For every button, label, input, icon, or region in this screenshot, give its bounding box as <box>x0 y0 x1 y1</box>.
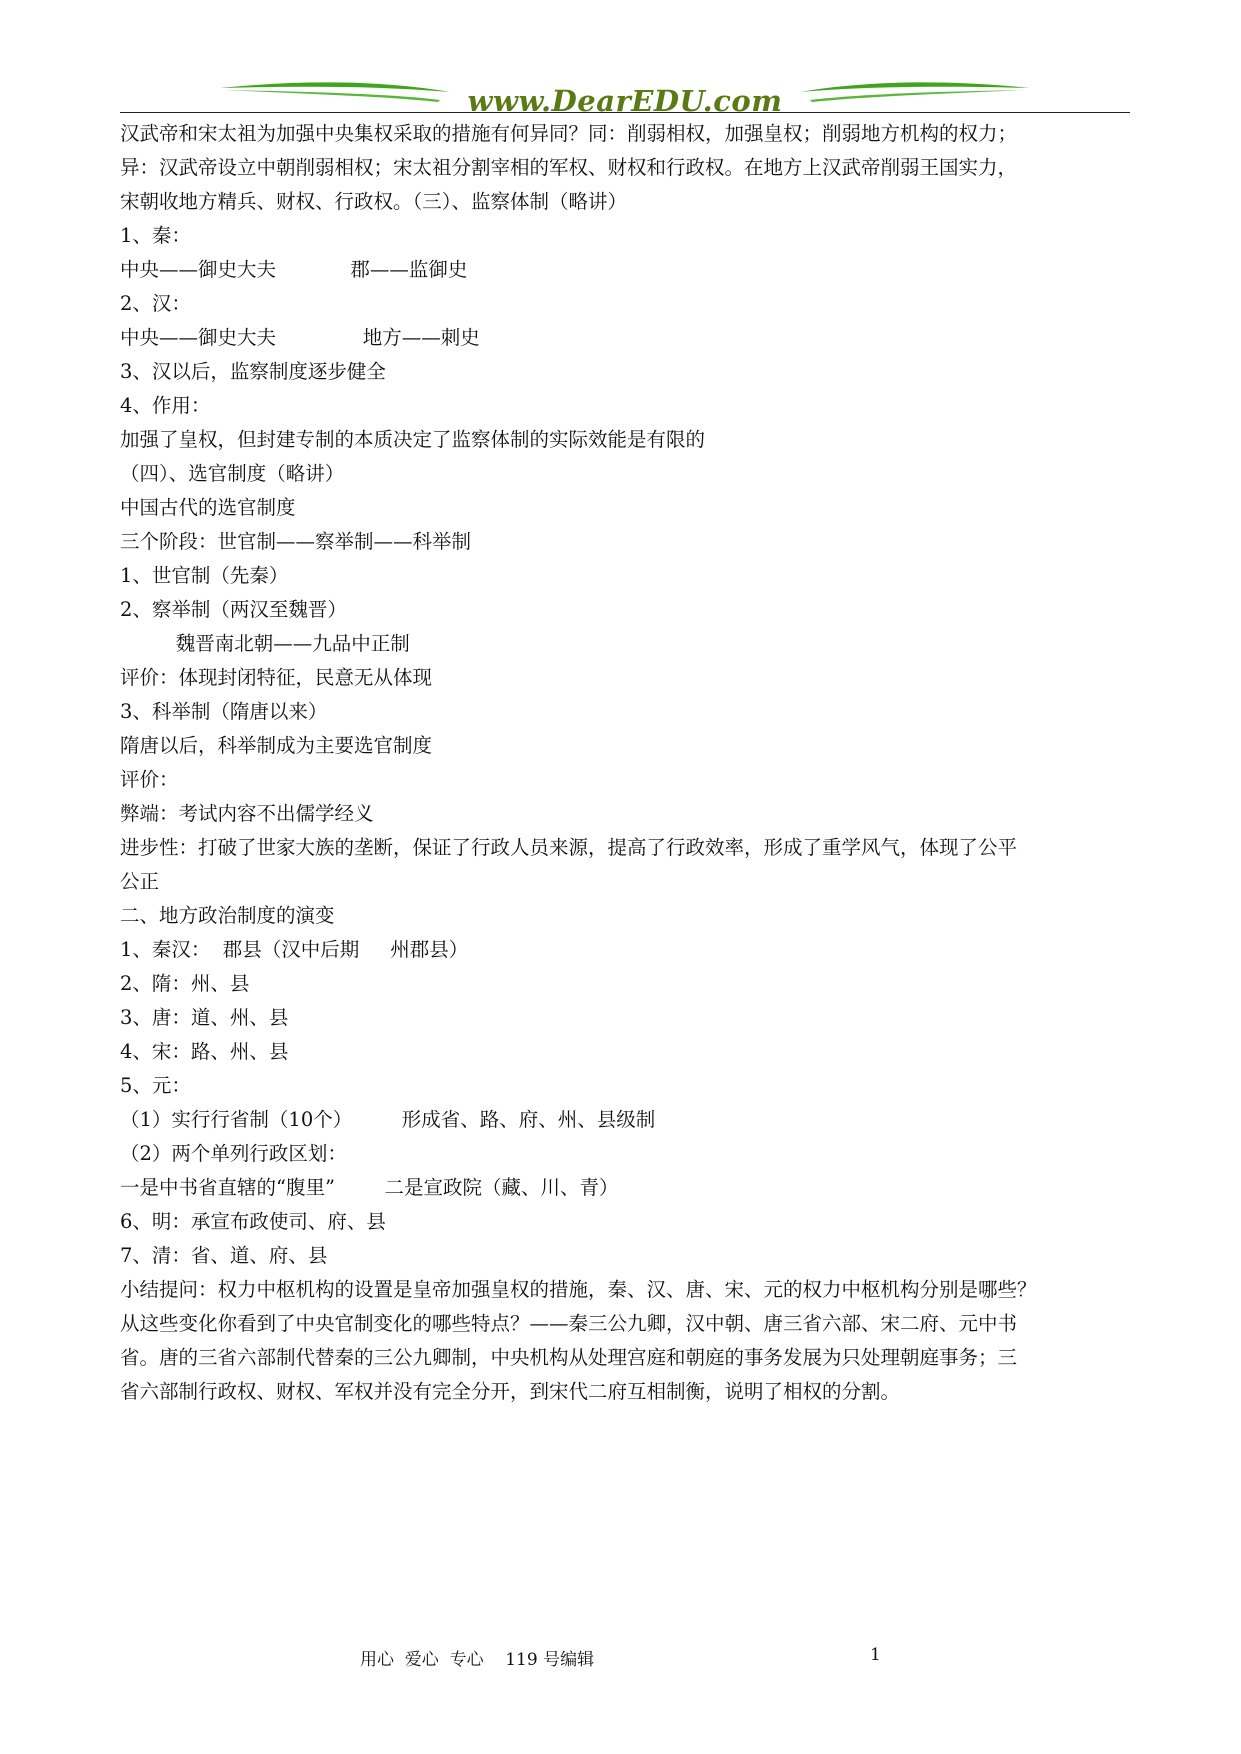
text-line: 从这些变化你看到了中央官制变化的哪些特点？——秦三公九卿，汉中朝、唐三省六部、宋二府、元中书 <box>120 1312 1018 1335</box>
text-line: 小结提问：权力中枢机构的设置是皇帝加强皇权的措施，秦、汉、唐、宋、元的权力中枢机构分别是哪些？ <box>120 1278 1037 1301</box>
text-line: （2）两个单列行政区划： <box>120 1142 347 1165</box>
text-line: 宋朝收地方精兵、财权、行政权。（三）、监察体制（略讲） <box>120 190 628 213</box>
text-line: 3、唐：道、州、县 <box>120 1006 289 1029</box>
text-line: （1）实行行省制（10个） 形成省、路、府、州、县级制 <box>120 1108 656 1131</box>
text-line: 4、作用： <box>120 394 211 417</box>
text-line: 评价： <box>120 768 179 791</box>
site-logo-text[interactable]: www.DearEDU.com <box>467 84 783 118</box>
text-line: 2、汉： <box>120 292 191 315</box>
text-line: 中央——御史大夫 郡——监御史 <box>120 258 468 281</box>
text-line: 进步性：打破了世家大族的垄断，保证了行政人员来源，提高了行政效率，形成了重学风气，体现了公平 <box>120 836 1018 859</box>
text-line: 3、汉以后，监察制度逐步健全 <box>120 360 386 383</box>
text-line: 1、世官制（先秦） <box>120 564 289 587</box>
text-line: 7、清：省、道、府、县 <box>120 1244 328 1267</box>
text-line: 评价：体现封闭特征，民意无从体现 <box>120 666 433 689</box>
header-divider <box>120 112 1130 113</box>
text-line: 2、隋：州、县 <box>120 972 250 995</box>
text-line: 汉武帝和宋太祖为加强中央集权采取的措施有何异同？同：削弱相权，加强皇权；削弱地方机构的权力； <box>120 122 1018 145</box>
text-line: 二、地方政治制度的演变 <box>120 904 335 927</box>
text-line: 魏晋南北朝——九品中正制 <box>120 632 410 655</box>
text-line: 3、科举制（隋唐以来） <box>120 700 328 723</box>
text-line: 弊端：考试内容不出儒学经义 <box>120 802 374 825</box>
text-line: 一是中书省直辖的“腹里” 二是宣政院（藏、川、青） <box>120 1176 619 1199</box>
text-line: 4、宋：路、州、县 <box>120 1040 289 1063</box>
text-line: 三个阶段：世官制——察举制——科举制 <box>120 530 472 553</box>
text-line: 中国古代的选官制度 <box>120 496 296 519</box>
page-number: 1 <box>870 1645 881 1665</box>
text-line: 省六部制行政权、财权、军权并没有完全分开，到宋代二府互相制衡，说明了相权的分割。 <box>120 1380 901 1403</box>
text-line: 异：汉武帝设立中朝削弱相权；宋太祖分割宰相的军权、财权和行政权。在地方上汉武帝削弱王国实力， <box>120 156 1018 179</box>
text-line: 1、秦汉： 郡县（汉中后期 州郡县） <box>120 938 469 961</box>
text-line: 1、秦： <box>120 224 191 247</box>
text-line: 2、察举制（两汉至魏晋） <box>120 598 347 621</box>
text-line: 6、明：承宣布政使司、府、县 <box>120 1210 386 1233</box>
text-line: 加强了皇权，但封建专制的本质决定了监察体制的实际效能是有限的 <box>120 428 706 451</box>
text-line: 公正 <box>120 870 160 893</box>
document-body <box>120 117 1130 1409</box>
text-line: （四）、选官制度（略讲） <box>120 462 345 485</box>
text-line: 隋唐以后，科举制成为主要选官制度 <box>120 734 433 757</box>
footer-text: 用心 爱心 专心 119 号编辑 <box>360 1650 595 1670</box>
text-line: 中央——御史大夫 地方——刺史 <box>120 326 480 349</box>
text-line: 省。唐的三省六部制代替秦的三公九卿制，中央机构从处理宫庭和朝庭的事务发展为只处理朝庭事务；三 <box>120 1346 1018 1369</box>
text-line: 5、元： <box>120 1074 191 1097</box>
